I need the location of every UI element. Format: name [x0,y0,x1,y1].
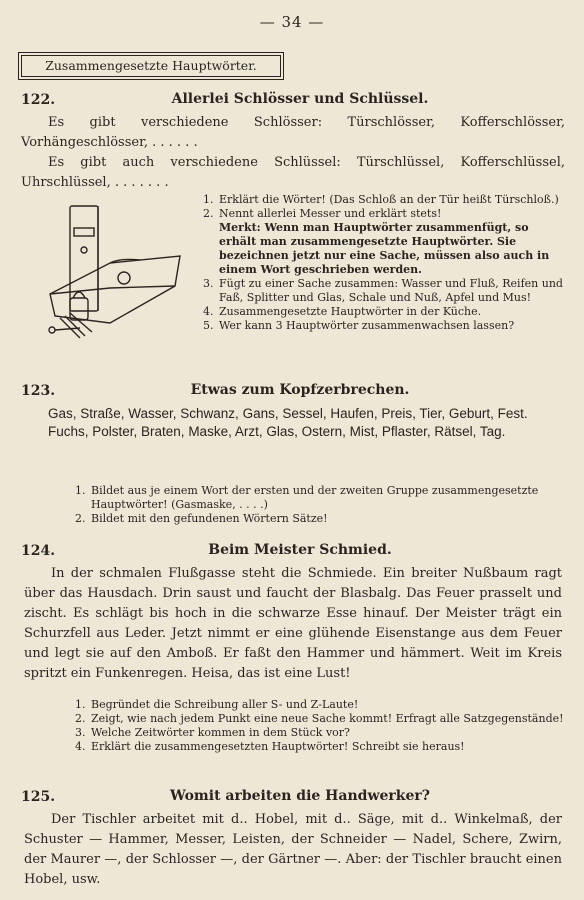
paragraph: Es gibt auch verschiedene Schlüssel: Türschlüssel, Kofferschlüssel, Uhrschlüssel, . . . . . . . [21,155,565,190]
section-123-exercises [75,484,565,526]
exercise-item: 4. Zusammengesetzte Hauptwörter in der Küche. [203,305,482,318]
paragraph: Der Tischler arbeitet mit d.. Hobel, mit d.. Säge, mit d.. Winkelmaß, der Schuster — Hammer, Messer, Leisten, der Schneider — Nadel, Schere, Zwirn, der Maurer —, der Schlosser —, der Gärtner —. Aber: der Tischler braucht einen Hobel, usw. [24,812,562,887]
lock-and-key-illustration [40,198,190,348]
section-title-122: Allerlei Schlösser und Schlüssel. [171,91,429,107]
paragraph: In der schmalen Flußgasse steht die Schmiede. Ein breiter Nußbaum ragt über das Hausdach. Drin saust und faucht der Blasbalg. Das Feuer prasselt und zischt. Es schlägt bis hoch in die schwarze Esse hinauf. Der Meister trägt ein Schurzfell aus Leder. Jetzt nimmt er eine glühende Eisenstange aus dem Feuer und legt sie auf den Amboß. Er faßt den Hammer und hämmert. Weit im Kreis spritzt ein Funkenregen. Heisa, das ist eine Lust! [24,566,562,681]
section-number-123: 123. [21,383,56,399]
section-number-124: 124. [21,543,56,559]
paragraph: Es gibt verschiedene Schlösser: Türschlösser, Kofferschlösser, Vorhängeschlösser, . . . . . . [21,115,565,150]
section-124-exercises [75,698,565,754]
section-title-123: Etwas zum Kopfzerbrechen. [190,382,410,398]
section-123-word-groups [50,405,558,441]
exercise-item: 3. Welche Zeitwörter kommen in dem Stück vor? [75,726,350,739]
exercise-item: 2. Bildet mit den gefundenen Wörtern Sätze! [75,512,328,525]
merkt-note: Merkt: Wenn man Hauptwörter zusammenfügt, so erhält man zusammengesetzte Hauptwörter. Sie bezeichnen jetzt nur eine Sache, müssen also auch in einem Wort geschrieben werden. [219,221,550,276]
exercise-item: 1. Begründet die Schreibung aller S- und Z-Laute! [75,698,359,711]
section-122-exercises [203,193,565,333]
word-group-2: Fuchs, Polster, Braten, Maske, Arzt, Glas, Ostern, Mist, Pflaster, Rätsel, Tag. [48,424,506,439]
exercise-item: 3. Fügt zu einer Sache zusammen: Wasser und Fluß, Reifen und Faß, Splitter und Glas, Schale und Nuß, Apfel und Mus! [203,277,563,304]
section-124-text [24,564,562,684]
page-number: — 34 — [259,13,325,31]
section-125-text [24,810,562,890]
exercise-item: 2. Zeigt, wie nach jedem Punkt eine neue Sache kommt! Erfragt alle Satzgegenstände! [75,712,564,725]
exercise-item: 4. Erklärt die zusammengesetzten Hauptwörter! Schreibt sie heraus! [75,740,465,753]
section-122-text [21,113,565,193]
chapter-title-box: Zusammengesetzte Hauptwörter. [21,55,281,77]
exercise-item: 5. Wer kann 3 Hauptwörter zusammenwachsen lassen? [203,319,515,332]
exercise-item: 1. Erklärt die Wörter! (Das Schloß an der Tür heißt Türschloß.) [203,193,559,206]
section-title-125: Womit arbeiten die Handwerker? [170,788,430,804]
section-title-124: Beim Meister Schmied. [208,542,392,558]
section-number-122: 122. [21,92,56,108]
word-group-1: Gas, Straße, Wasser, Schwanz, Gans, Sessel, Haufen, Preis, Tier, Geburt, Fest. [48,406,528,421]
exercise-item: 2. Nennt allerlei Messer und erklärt stets! [203,207,442,220]
section-number-125: 125. [21,789,56,805]
exercise-item: 1. Bildet aus je einem Wort der ersten und der zweiten Gruppe zusammengesetzte Hauptwörter! (Gasmaske, . . . .) [75,484,539,511]
